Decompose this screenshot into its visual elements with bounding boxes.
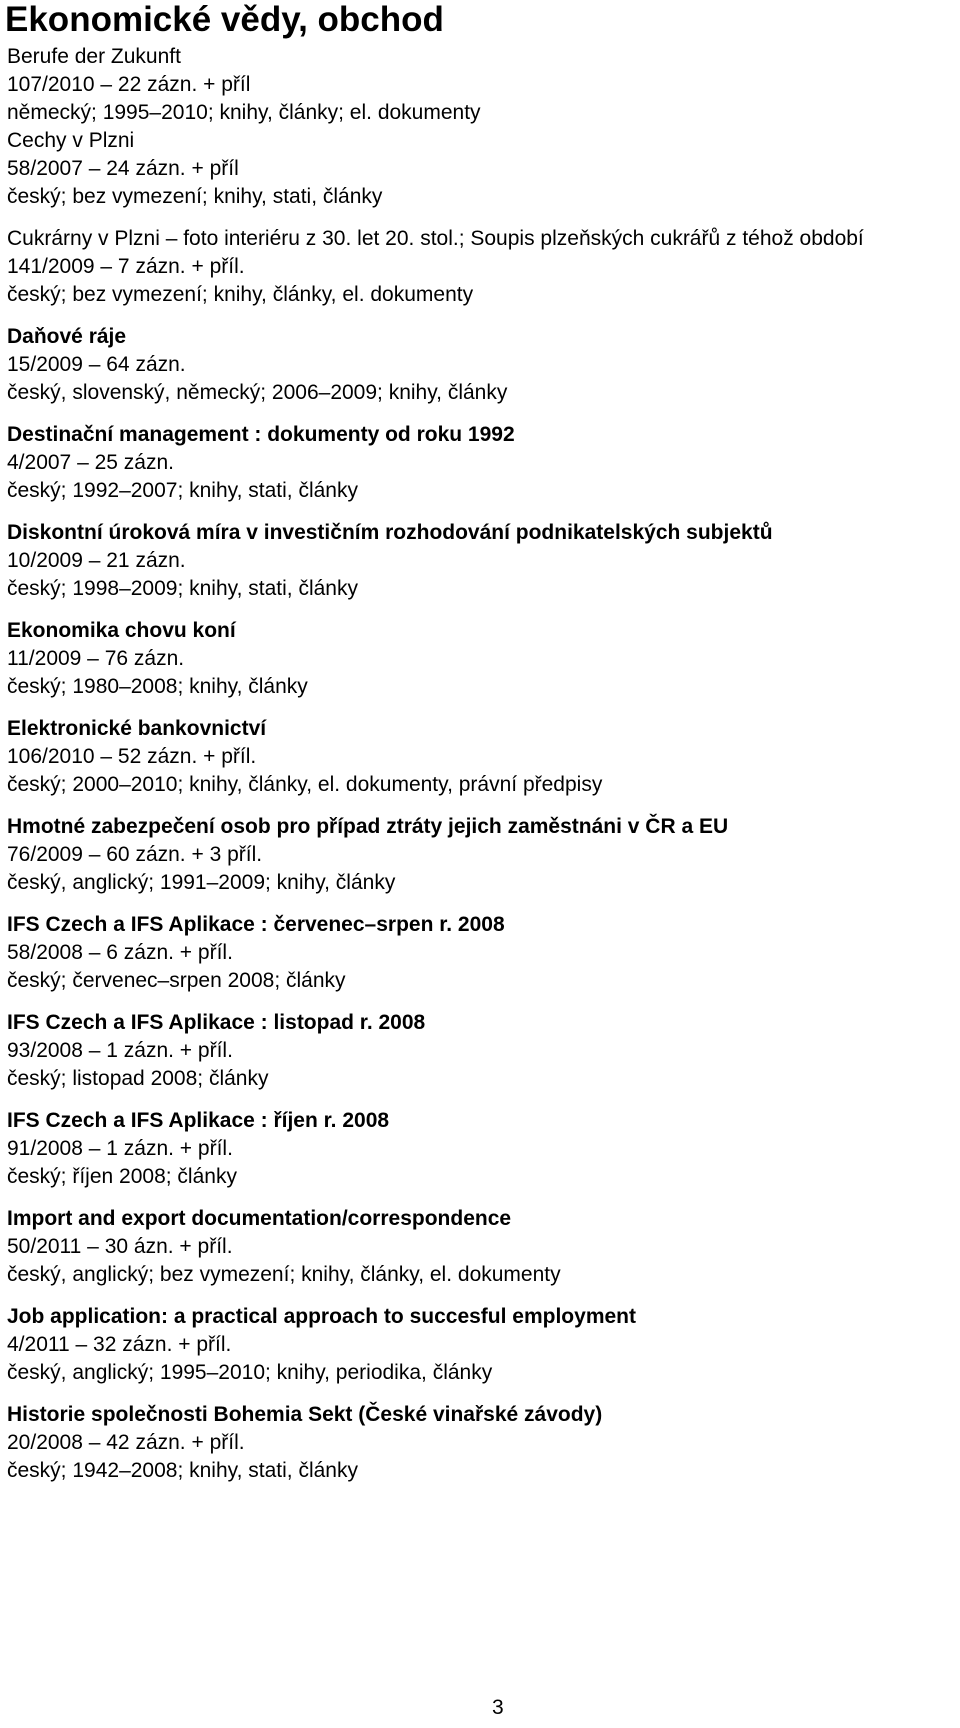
entry-count: 141/2009 – 7 zázn. + příl.: [7, 255, 245, 278]
entry-title: IFS Czech a IFS Aplikace : listopad r. 2008: [7, 1011, 426, 1034]
entry-title: Historie společnosti Bohemia Sekt (České vinařské závody): [7, 1403, 603, 1426]
entry-count: 15/2009 – 64 zázn.: [7, 353, 186, 376]
entry-details: český; 1998–2009; knihy, stati, články: [7, 577, 358, 600]
bibliography-entry: [7, 813, 952, 897]
bibliography-entry: [7, 715, 952, 799]
bibliography-entry: [7, 225, 952, 309]
entry-count: 4/2011 – 32 zázn. + příl.: [7, 1333, 232, 1356]
bibliography-entry: [7, 43, 952, 127]
entry-title: Cukrárny v Plzni – foto interiéru z 30. let 20. stol.; Soupis plzeňských cukrářů z téhož období: [7, 227, 864, 250]
entry-details: český; bez vymezení; knihy, články, el. dokumenty: [7, 283, 474, 306]
entry-count: 106/2010 – 52 zázn. + příl.: [7, 745, 257, 768]
page-title: Ekonomické vědy, obchod: [5, 0, 444, 39]
entry-title: Destinační management : dokumenty od roku 1992: [7, 423, 515, 446]
page-number: 3: [492, 1696, 504, 1719]
entry-count: 10/2009 – 21 zázn.: [7, 549, 186, 572]
entry-title: Ekonomika chovu koní: [7, 619, 236, 642]
entry-details: český; červenec–srpen 2008; články: [7, 969, 346, 992]
bibliography-entry: [7, 617, 952, 701]
entry-details: český, slovenský, německý; 2006–2009; knihy, články: [7, 381, 508, 404]
entry-title: Import and export documentation/correspondence: [7, 1207, 512, 1230]
bibliography-entry: [7, 421, 952, 505]
entry-details: český; 1980–2008; knihy, články: [7, 675, 308, 698]
entry-details: český; říjen 2008; články: [7, 1165, 237, 1188]
entry-title: Daňové ráje: [7, 325, 127, 348]
entry-title: Diskontní úroková míra v investičním rozhodování podnikatelských subjektů: [7, 521, 773, 544]
entry-title: Job application: a practical approach to succesful employment: [7, 1305, 636, 1328]
bibliography-entry: [7, 911, 952, 995]
bibliography-entry: [7, 323, 952, 407]
bibliography-entry: [7, 1107, 952, 1191]
entry-count: 93/2008 – 1 zázn. + příl.: [7, 1039, 233, 1062]
entry-count: 11/2009 – 76 zázn.: [7, 647, 185, 670]
entry-details: český; 2000–2010; knihy, články, el. dokumenty, právní předpisy: [7, 773, 603, 796]
bibliography-entry: [7, 1303, 952, 1387]
entry-count: 4/2007 – 25 zázn.: [7, 451, 174, 474]
document-page: [7, 0, 952, 1499]
entry-count: 58/2008 – 6 zázn. + příl.: [7, 941, 233, 964]
entry-details: český, anglický; bez vymezení; knihy, články, el. dokumenty: [7, 1263, 561, 1286]
entry-details: německý; 1995–2010; knihy, články; el. dokumenty: [7, 101, 481, 124]
entry-details: český; listopad 2008; články: [7, 1067, 269, 1090]
entry-title: Cechy v Plzni: [7, 129, 135, 152]
entry-count: 20/2008 – 42 zázn. + příl.: [7, 1431, 245, 1454]
entry-count: 58/2007 – 24 zázn. + příl: [7, 157, 239, 180]
entry-count: 50/2011 – 30 ázn. + příl.: [7, 1235, 233, 1258]
bibliography-entry: [7, 1401, 952, 1485]
entry-title: Hmotné zabezpečení osob pro případ ztráty jejich zaměstnáni v ČR a EU: [7, 815, 729, 838]
entry-count: 91/2008 – 1 zázn. + příl.: [7, 1137, 233, 1160]
entry-details: český; 1992–2007; knihy, stati, články: [7, 479, 358, 502]
entry-title: IFS Czech a IFS Aplikace : říjen r. 2008: [7, 1109, 390, 1132]
entry-title: Berufe der Zukunft: [7, 45, 181, 68]
entry-details: český; 1942–2008; knihy, stati, články: [7, 1459, 358, 1482]
entry-details: český, anglický; 1995–2010; knihy, periodika, články: [7, 1361, 493, 1384]
bibliography-entry: [7, 1009, 952, 1093]
bibliography-entry: [7, 127, 952, 211]
entry-title: Elektronické bankovnictví: [7, 717, 267, 740]
entry-count: 76/2009 – 60 zázn. + 3 příl.: [7, 843, 263, 866]
entry-count: 107/2010 – 22 zázn. + příl: [7, 73, 251, 96]
bibliography-entry: [7, 1205, 952, 1289]
entry-details: český, anglický; 1991–2009; knihy, články: [7, 871, 396, 894]
entry-details: český; bez vymezení; knihy, stati, články: [7, 185, 383, 208]
bibliography-entry: [7, 519, 952, 603]
entry-title: IFS Czech a IFS Aplikace : červenec–srpen r. 2008: [7, 913, 505, 936]
